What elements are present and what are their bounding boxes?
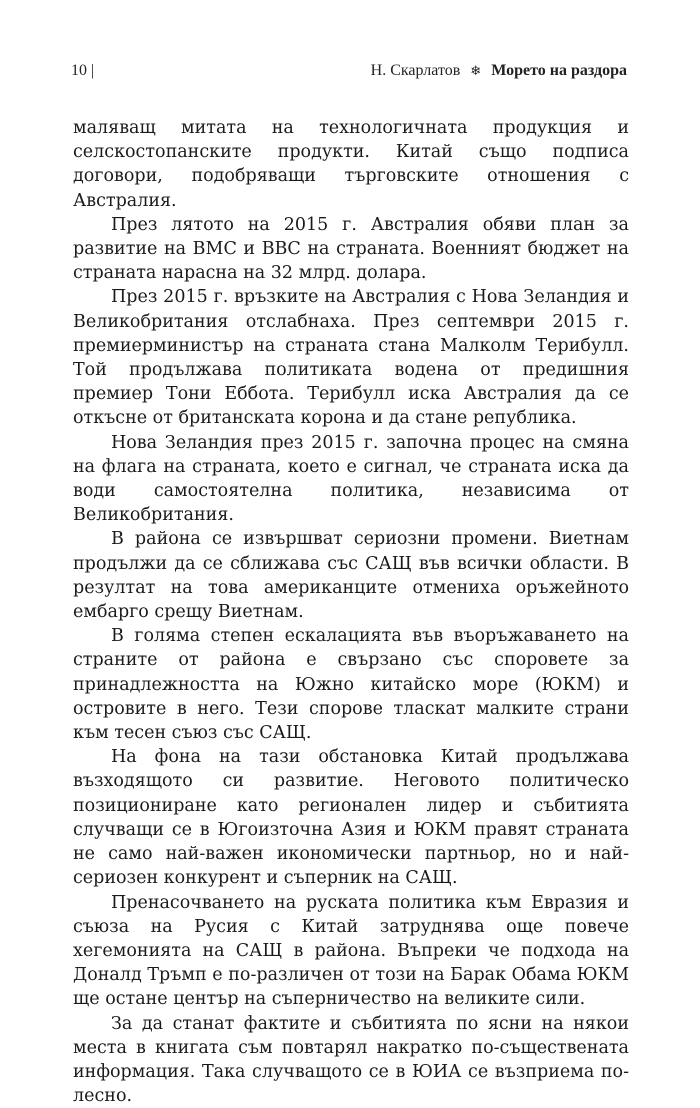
paragraph: Пренасочването на руската политика към Евразия и съюза на Русия с Китай затруднява още повече хегемонията на САЩ в района. Въпреки че подхода на Доналд Тръмп е по-различен от този на Барак Обама ЮКМ ще остане център на съперничество на великите сили.: [73, 892, 629, 1010]
book-title: Морето на раздора: [491, 62, 627, 79]
paragraph: За да станат фактите и събитията по ясни на някои места в книгата съм повтарял накратко по-съществената информация. Така случващото се в ЮИА се възприема по-лесно.: [73, 1013, 629, 1107]
author-name: Н. Скарлатов: [370, 62, 461, 79]
paragraph: маляващ митата на технологичната продукция и селскостопанските продукти. Китай също подписа договори, подобряващи търговските отношения с Австралия.: [73, 118, 629, 211]
paragraph: През 2015 г. връзките на Австралия с Нова Зеландия и Великобритания отслабнаха. През септември 2015 г. премиерминистър на страната стана Малколм Терибулл. Той продължава политиката водена от предишния премиер Тони Еббота. Терибулл иска Австралия да се откъсне от британската корона и да стане република.: [73, 287, 629, 429]
paragraph: През лятото на 2015 г. Австралия обяви план за развитие на ВМС и ВВС на страната. Военният бюджет на страната нарасна на 32 млрд. долара.: [73, 214, 629, 284]
snowflake-icon: ❄: [470, 63, 482, 78]
running-head: [371, 62, 627, 80]
paragraph: В голяма степен ескалацията във въоръжаването на страните от района е свързано със споровете за принадлежността на Южно китайско море (ЮКМ) и островите в него. Тези спорове тласкат малките страни към тесен съюз със САЩ.: [73, 626, 629, 744]
page-number: 10 |: [71, 62, 95, 79]
paragraph: На фона на тази обстановка Китай продължава възходящото си развитие. Неговото политическо позициониране като регионален лидер и събитията случващи се в Югоизточна Азия и ЮКМ правят страната не само най-важен икономически партньор, но и най-сериозен конкурент и съперник на САЩ.: [73, 747, 629, 889]
paragraph: Нова Зеландия през 2015 г. започна процес на смяна на флага на страната, което е сигнал, че страната иска да води самостоятелна политика, независима от Великобритания.: [73, 432, 629, 526]
page-header: [71, 62, 627, 86]
body-text: [73, 116, 629, 1108]
paragraph: В района се извършват сериозни промени. Виетнам продължи да се сближава със САЩ във всички области. В резултат на това американците отмениха оръжейното ембарго срещу Виетнам.: [73, 529, 629, 623]
